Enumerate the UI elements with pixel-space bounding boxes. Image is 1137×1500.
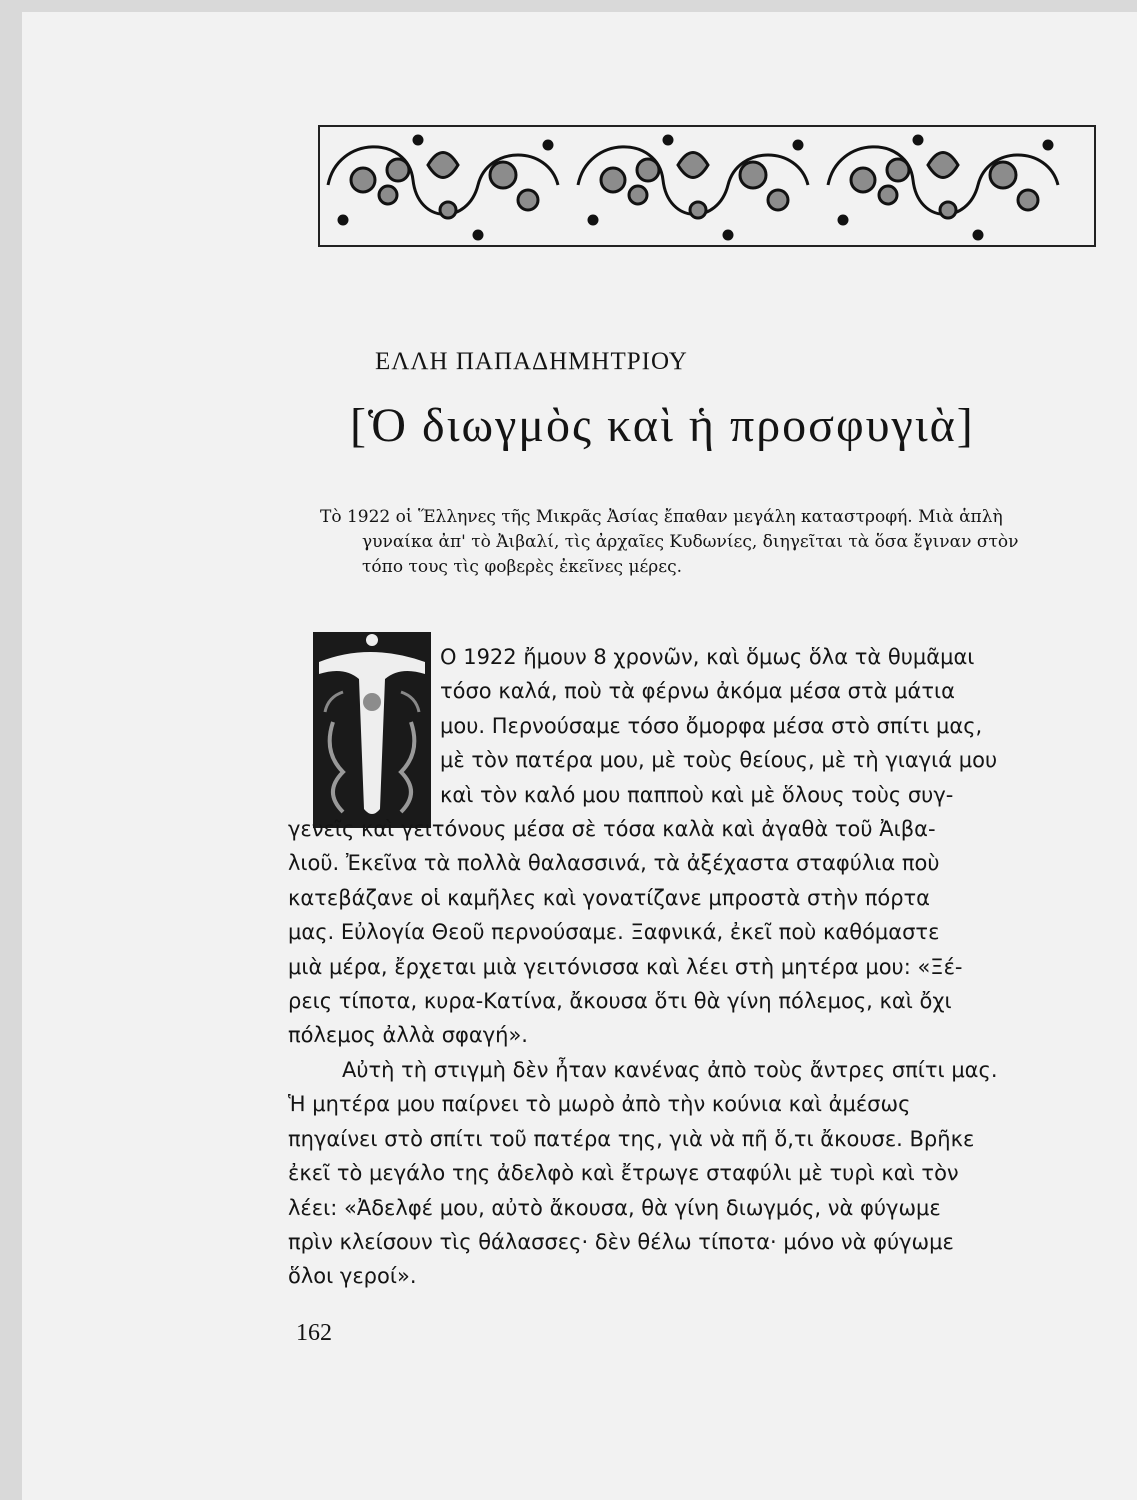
text-line: μας. Εὐλογία Θεοῦ περνούσαμε. Ξαφνικά, ἐκεῖ ποὺ καθόμαστε (288, 920, 940, 945)
text-line: Ἡ μητέρα μου παίρνει τὸ μωρὸ ἀπὸ τὴν κούνια καὶ ἀμέσως (288, 1092, 911, 1117)
intro-line: γυναίκα ἀπ' τὸ Ἀιβαλί, τὶς ἀρχαῖες Κυδωνίες, διηγεῖται τὰ ὅσα ἔγιναν στὸν (362, 532, 1019, 552)
text-line: μιὰ μέρα, ἔρχεται μιὰ γειτόνισσα καὶ λέει στὴ μητέρα μου: «Ξέ- (288, 954, 963, 979)
text-line: λέει: «Ἀδελφέ μου, αὐτὸ ἄκουσα, θὰ γίνη διωγμός, νὰ φύγωμε (288, 1195, 941, 1220)
text-line: πηγαίνει στὸ σπίτι τοῦ πατέρα της, γιὰ νὰ πῆ ὅ,τι ἄκουσε. Βρῆκε (288, 1126, 975, 1151)
text-line: κατεβάζανε οἱ καμῆλες καὶ γονατίζανε μπροστὰ στὴν πόρτα (288, 885, 931, 910)
intro-line: τόπο τους τὶς φοβερὲς ἐκεῖνες μέρες. (362, 557, 683, 577)
intro-paragraph (320, 505, 1095, 580)
floral-scroll-ornament-icon (318, 125, 1096, 247)
text-line: τόσο καλά, ποὺ τὰ φέρνω ἀκόμα μέσα στὰ μάτια (440, 679, 955, 704)
text-line: καὶ τὸν καλό μου παπποὺ καὶ μὲ ὅλους τοὺς συγ- (440, 782, 954, 807)
text-line: γενεῖς καὶ γειτόνους μέσα σὲ τόσα καλὰ καὶ ἀγαθὰ τοῦ Ἀιβα- (288, 817, 936, 842)
intro-line: Τὸ 1922 οἱ Ἕλληνες τῆς Μικρᾶς Ἀσίας ἔπαθαν μεγάλη καταστροφή. Μιὰ ἁπλὴ (320, 507, 1003, 527)
text-line: πόλεμος ἀλλὰ σφαγή». (288, 1023, 528, 1048)
text-line: ἐκεῖ τὸ μεγάλο της ἀδελφὸ καὶ ἔτρωγε σταφύλι μὲ τυρὶ καὶ τὸν (288, 1161, 959, 1186)
text-line: μὲ τὸν πατέρα μου, μὲ τοὺς θείους, μὲ τὴ γιαγιά μου (440, 748, 998, 773)
text-line: ὅλοι γεροί». (288, 1264, 417, 1289)
body-text (262, 640, 1087, 1294)
text-line: Ο 1922 ἤμουν 8 χρονῶν, καὶ ὅμως ὅλα τὰ θυμᾶμαι (440, 645, 975, 669)
text-line: ρεις τίποτα, κυρα-Κατίνα, ἄκουσα ὅτι θὰ γίνη πόλεμος, καὶ ὄχι (288, 989, 952, 1014)
text-line: μου. Περνούσαμε τόσο ὄμορφα μέσα στὸ σπίτι μας, (440, 713, 983, 738)
text-line: Αὐτὴ τὴ στιγμὴ δὲν ἦταν κανένας ἀπὸ τοὺς ἄντρες σπίτι μας. (342, 1057, 998, 1082)
text-line: λιοῦ. Ἐκεῖνα τὰ πολλὰ θαλασσινά, τὰ ἀξέχαστα σταφύλια ποὺ (288, 851, 940, 876)
page-title: [Ὁ διωγμὸς καὶ ἡ προσφυγιὰ] (350, 399, 975, 452)
text-line: πρὶν κλείσουν τὶς θάλασσες· δὲν θέλω τίποτα· μόνο νὰ φύγωμε (288, 1229, 954, 1254)
page-number: 162 (296, 1320, 332, 1346)
author-name: ΕΛΛΗ ΠΑΠΑΔΗΜΗΤΡΙΟΥ (375, 348, 688, 375)
